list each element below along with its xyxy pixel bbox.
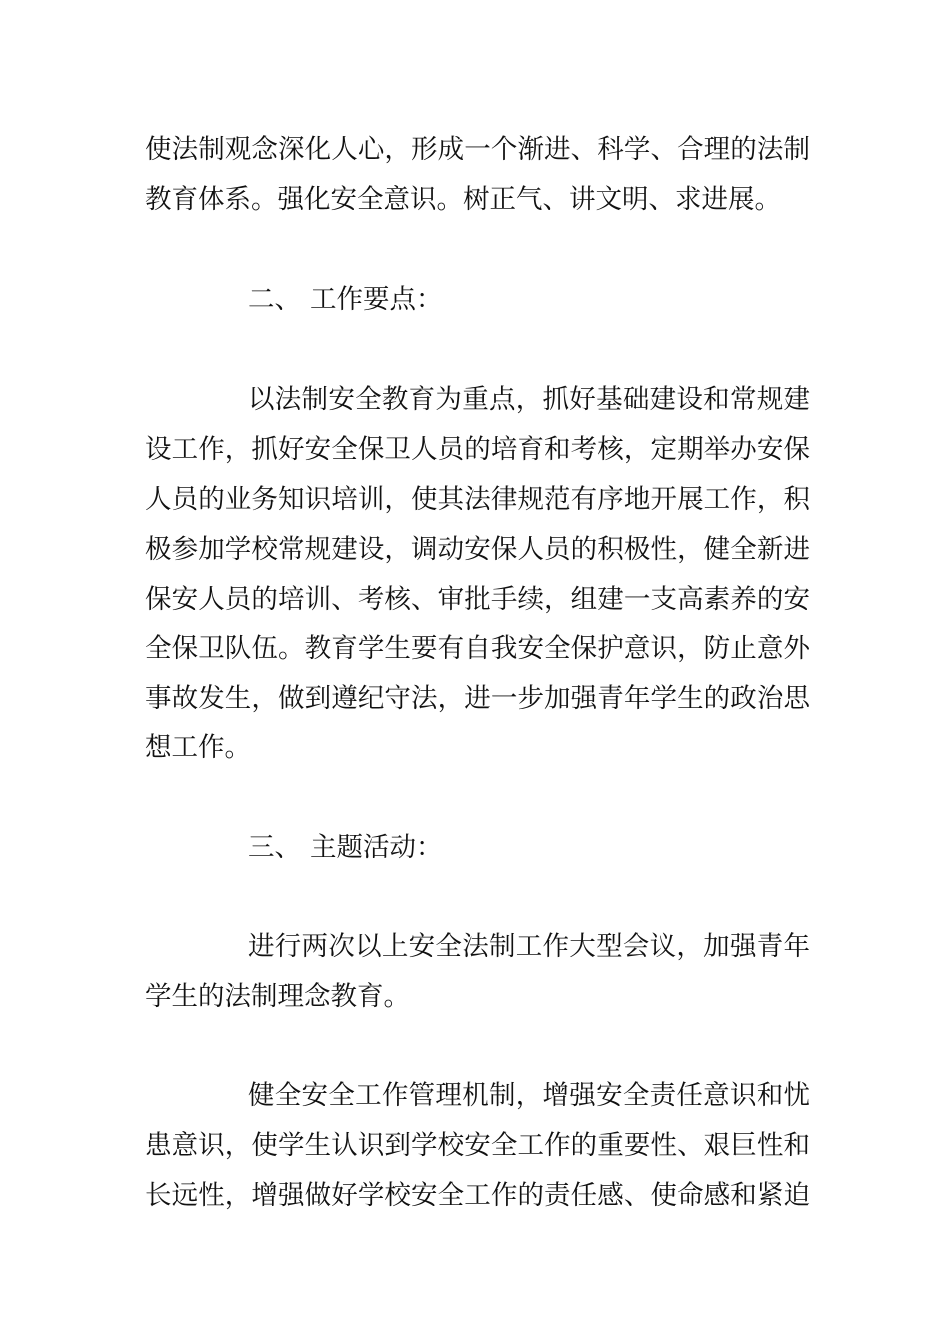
section-number: 三、: [248, 832, 301, 863]
section-number: 二、: [248, 284, 301, 315]
body-text-line: 想工作。: [145, 732, 251, 763]
body-text-line: 教育体系。强化安全意识。树正气、讲文明、求进展。: [145, 184, 781, 215]
body-text-line: 健全安全工作管理机制，增强安全责任意识和忧: [248, 1080, 810, 1111]
body-text-line: 使法制观念深化人心，形成一个渐进、科学、合理的法制: [145, 134, 810, 165]
body-text-line: 全保卫队伍。教育学生要有自我安全保护意识，防止意外: [145, 633, 810, 664]
section-title: 工作要点：: [310, 284, 443, 315]
body-text-line: 事故发生，做到遵纪守法，进一步加强青年学生的政治思: [145, 683, 810, 714]
section-heading-3: [248, 830, 443, 866]
body-text-line: 极参加学校常规建设，调动安保人员的积极性，健全新进: [145, 534, 810, 565]
body-text-line: 人员的业务知识培训，使其法律规范有序地开展工作，积: [145, 484, 810, 515]
body-text-line: 学生的法制理念教育。: [145, 981, 410, 1012]
body-text-line: 患意识，使学生认识到学校安全工作的重要性、艰巨性和: [145, 1130, 810, 1161]
body-text-line: 进行两次以上安全法制工作大型会议，加强青年: [248, 931, 810, 962]
body-text-line: 长远性，增强做好学校安全工作的责任感、使命感和紧迫: [145, 1180, 810, 1211]
body-text-line: 设工作，抓好安全保卫人员的培育和考核，定期举办安保: [145, 434, 810, 465]
section-title: 主题活动：: [310, 832, 443, 863]
body-text-line: 保安人员的培训、考核、审批手续，组建一支高素养的安: [145, 584, 810, 615]
body-text-line: 以法制安全教育为重点，抓好基础建设和常规建: [248, 384, 810, 415]
section-heading-2: [248, 282, 443, 318]
